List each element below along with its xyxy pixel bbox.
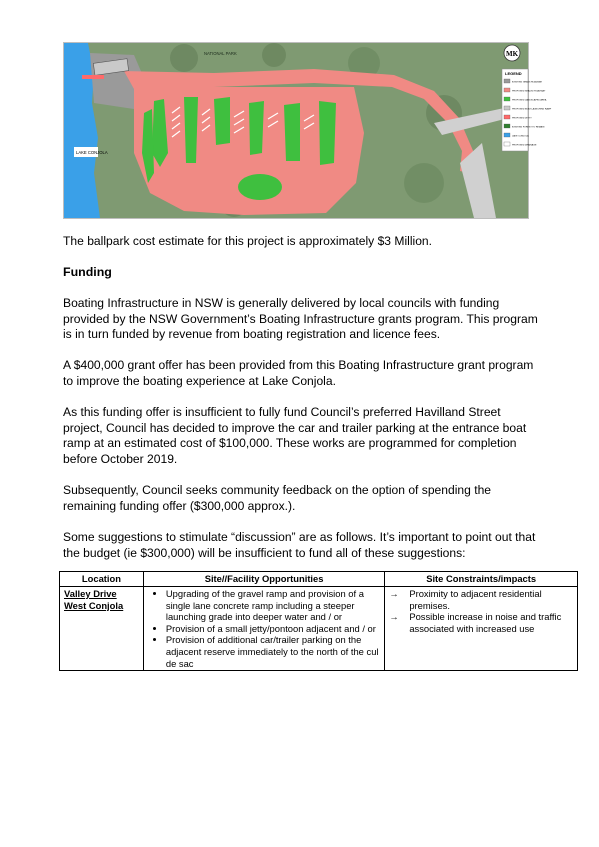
constraints-list	[389, 588, 573, 634]
legend-label: PROPOSED LANDSCAPED AREA	[512, 99, 547, 102]
legend-label: LAKE CONJOLA	[512, 135, 529, 138]
location-name: Valley Drive West Conjola	[64, 588, 124, 611]
header-constraints: Site Constraints/impacts	[385, 572, 578, 587]
mk-logo	[504, 45, 520, 61]
list-item: • Provision of additional car/trailer parking on the adjacent reserve immediately to the north of the cul de sac	[166, 634, 380, 669]
opportunities-cell	[143, 587, 384, 671]
legend-title: LEGEND	[505, 71, 522, 76]
suggestions-table	[59, 571, 578, 671]
legend-swatch	[504, 88, 510, 92]
site-plan-figure	[63, 42, 552, 219]
list-item	[389, 611, 573, 634]
legend-swatch	[504, 115, 510, 119]
arrow-icon: →	[389, 611, 399, 623]
legend-swatch	[504, 79, 510, 83]
legend-swatch	[504, 142, 510, 146]
legend-label: PROPOSED JETTY	[512, 117, 532, 120]
table-header-row	[60, 572, 578, 587]
legend-label: PROPOSED BOAT LAUNCHING RAMP	[512, 108, 552, 111]
paragraph-grant-offer: A $400,000 grant offer has been provided from this Boating Infrastructure grant program to improve the boating experience at Lake Conjola.	[63, 358, 534, 388]
location-cell	[60, 587, 144, 671]
logo-text: MK	[506, 50, 519, 58]
legend-label: PROPOSED DRAINAGE	[512, 144, 537, 147]
site-plan-drawing	[64, 43, 552, 218]
jetty	[82, 75, 104, 79]
legend-swatch	[504, 133, 510, 137]
legend-swatch	[504, 124, 510, 128]
lake-label: LAKE CONJOLA	[76, 150, 108, 155]
table-row	[60, 587, 578, 671]
legend-label: EXISTING FOREST TO REMAIN	[512, 126, 545, 129]
paragraph-suggestions-intro: Some suggestions to stimulate “discussion” are as follows. It’s important to point out that the budget (ie $300,000) will be insufficient to fund all of these suggestions:	[63, 530, 536, 560]
opportunities-list	[148, 588, 380, 669]
list-item: • Provision of a small jetty/pontoon adjacent and / or	[166, 623, 380, 635]
legend-label: EXISTING GRASS ROADWAY	[512, 81, 543, 84]
legend-swatch	[504, 106, 510, 110]
cost-estimate-text: The ballpark cost estimate for this project is approximately $3 Million.	[63, 234, 433, 248]
legend	[502, 69, 552, 151]
arrow-icon: →	[389, 588, 399, 599]
constraint-text: Proximity to adjacent residential premises.	[409, 588, 542, 611]
header-location: Location	[60, 572, 144, 587]
constraint-text: Possible increase in noise and traffic associated with increased use	[409, 611, 562, 634]
legend-label: PROPOSED SEALED ROADWAY	[512, 90, 546, 93]
national-park-label: NATIONAL PARK	[204, 51, 237, 56]
funding-heading: Funding	[63, 265, 112, 279]
paragraph-boating-infrastructure: Boating Infrastructure in NSW is generally delivered by local councils with funding provided by the NSW Government’s Boating Infrastructure grants program. This program is in turn funded by revenue from boating registration and licence fees.	[63, 296, 538, 341]
list-item: • Upgrading of the gravel ramp and provision of a single lane concrete ramp including a steeper launching grade into deeper water and / or	[166, 588, 380, 623]
paragraph-community-feedback: Subsequently, Council seeks community feedback on the option of spending the remaining funding offer ($300,000 approx.).	[63, 483, 492, 513]
list-item	[389, 588, 573, 611]
paragraph-funding-insufficient: As this funding offer is insufficient to fully fund Council’s preferred Havilland Street project, Council has decided to improve the car and trailer parking at the entrance boat ramp at an estimated cost of $100,000. These works are programmed for completion before October 2019.	[63, 405, 527, 466]
legend-swatch	[504, 97, 510, 101]
header-opportunities: Site//Facility Opportunities	[143, 572, 384, 587]
constraints-cell	[385, 587, 578, 671]
